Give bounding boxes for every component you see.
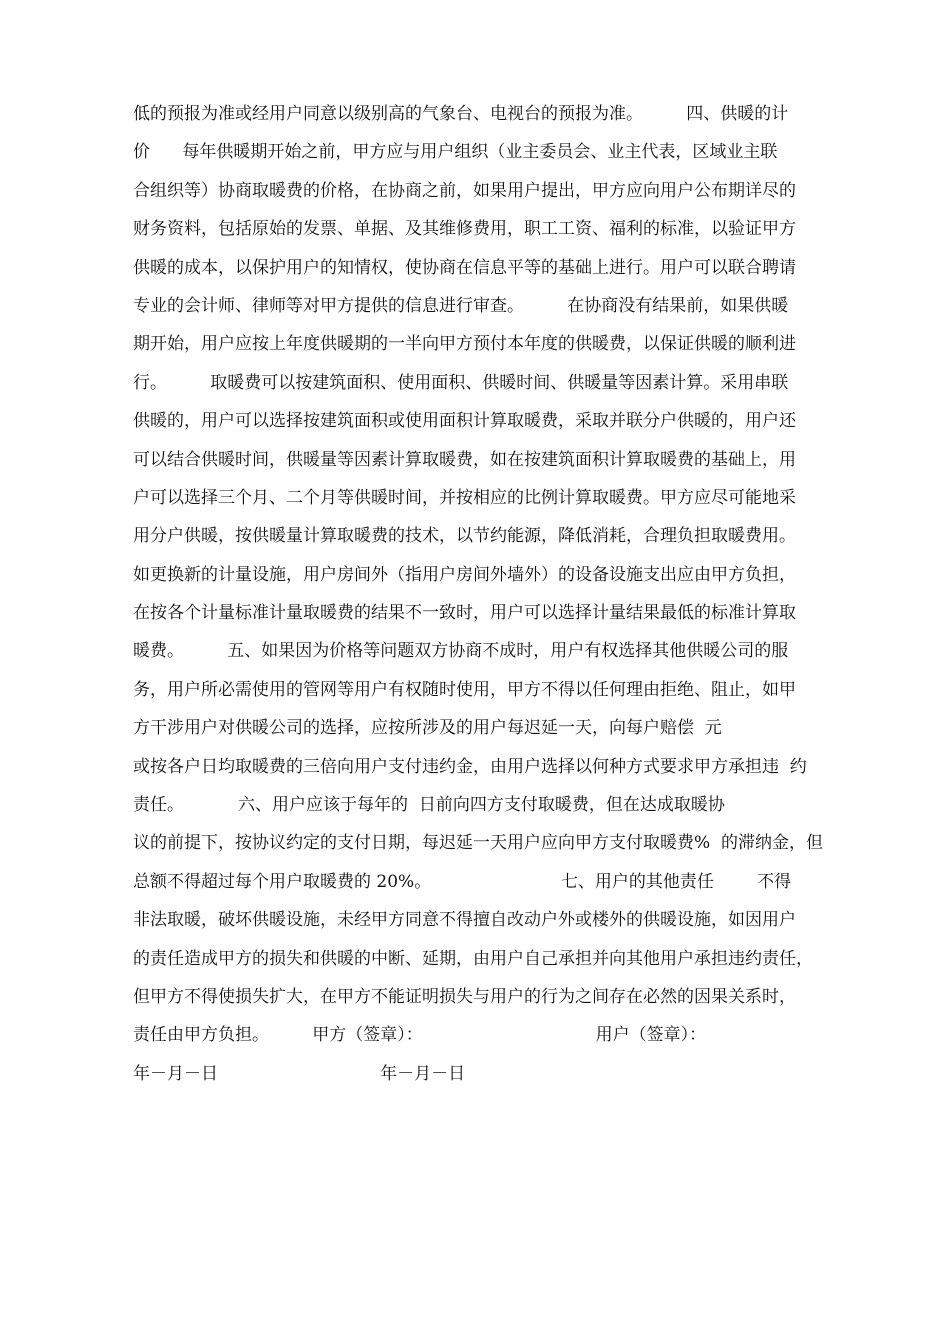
document-text-line: 供暖的成本，以保护用户的知情权，使协商在信息平等的基础上进行。用户可以联合聘请	[133, 257, 796, 278]
document-text-line: 用分户供暖，按供暖量计算取暖费的技术，以节约能源，降低消耗，合理负担取暖费用。	[133, 526, 796, 547]
document-text-line: 低的预报为准或经用户同意以级别高的气象台、电视台的预报为准。 四、供暖的计	[133, 104, 789, 124]
document-text-line: 期开始，用户应按上年度供暖期的一半向甲方预付本年度的供暖费，以保证供暖的顺利进	[133, 334, 796, 355]
document-text-line: 在按各个计量标准计量取暖费的结果不一致时，用户可以选择计量结果最低的标准计算取	[133, 603, 796, 624]
document-text-line: 责任。 六、用户应该于每年的 日前向四方支付取暖费，但在达成取暖协	[133, 795, 725, 816]
document-text-line: 非法取暖，破坏供暖设施，未经甲方同意不得擅自改动户外或楼外的供暖设施，如因用户	[133, 910, 796, 931]
document-text-line: 价 每年供暖期开始之前，甲方应与用户组织（业主委员会、业主代表，区域业主联	[133, 142, 778, 163]
document-text-line: 暖费。 五、如果因为价格等问题双方协商不成时，用户有权选择其他供暖公司的服	[133, 641, 789, 662]
document-body	[133, 99, 903, 1097]
document-text-line: 议的前提下，按协议约定的支付日期，每迟延一天用户应向甲方支付取暖费% 的滞纳金，但	[133, 833, 823, 854]
document-text-line: 年－月－日 年－月－日	[133, 1063, 466, 1084]
document-text-line: 的责任造成甲方的损失和供暖的中断、延期，由用户自己承担并向其他用户承担违约责任，	[133, 948, 813, 969]
document-text-line: 务，用户所必需使用的管网等用户有权随时使用，甲方不得以任何理由拒绝、阻止，如甲	[133, 679, 796, 700]
document-text-line: 总额不得超过每个用户取暖费的 20%。 七、用户的其他责任 不得	[133, 871, 792, 892]
document-text-line: 财务资料，包括原始的发票、单据、及其维修费用，职工工资、福利的标准，以验证甲方	[133, 219, 796, 240]
document-text-line: 责任由甲方负担。 甲方（签章）： 用户（签章）：	[133, 1025, 707, 1046]
document-text-line: 或按各户日均取暖费的三倍向用户支付违约金，由用户选择以何种方式要求甲方承担违 约	[133, 756, 807, 777]
document-text-line: 如更换新的计量设施，用户房间外（指用户房间外墙外）的设备设施支出应由甲方负担，	[133, 564, 796, 585]
document-text-line: 可以结合供暖时间，供暖量等因素计算取暖费，如在按建筑面积计算取暖费的基础上，用	[133, 449, 796, 470]
document-text-line: 方干涉用户对供暖公司的选择，应按所涉及的用户每迟延一天，向每户赔偿 元	[133, 718, 722, 739]
document-text-line: 合组织等）协商取暖费的价格，在协商之前，如果用户提出，甲方应向用户公布期详尽的	[133, 180, 796, 201]
document-text-line: 户可以选择三个月、二个月等供暖时间，并按相应的比例计算取暖费。甲方应尽可能地采	[133, 487, 796, 508]
document-text-line: 但甲方不得使损失扩大，在甲方不能证明损失与用户的行为之间存在必然的因果关系时，	[133, 986, 796, 1007]
document-text-line: 行。 取暖费可以按建筑面积、使用面积、供暖时间、供暖量等因素计算。采用串联	[133, 372, 789, 393]
document-text-line: 专业的会计师、律师等对甲方提供的信息进行审查。 在协商没有结果前，如果供暖	[133, 295, 789, 316]
document-text-line: 供暖的，用户可以选择按建筑面积或使用面积计算取暖费，采取并联分户供暖的，用户还	[133, 411, 796, 432]
